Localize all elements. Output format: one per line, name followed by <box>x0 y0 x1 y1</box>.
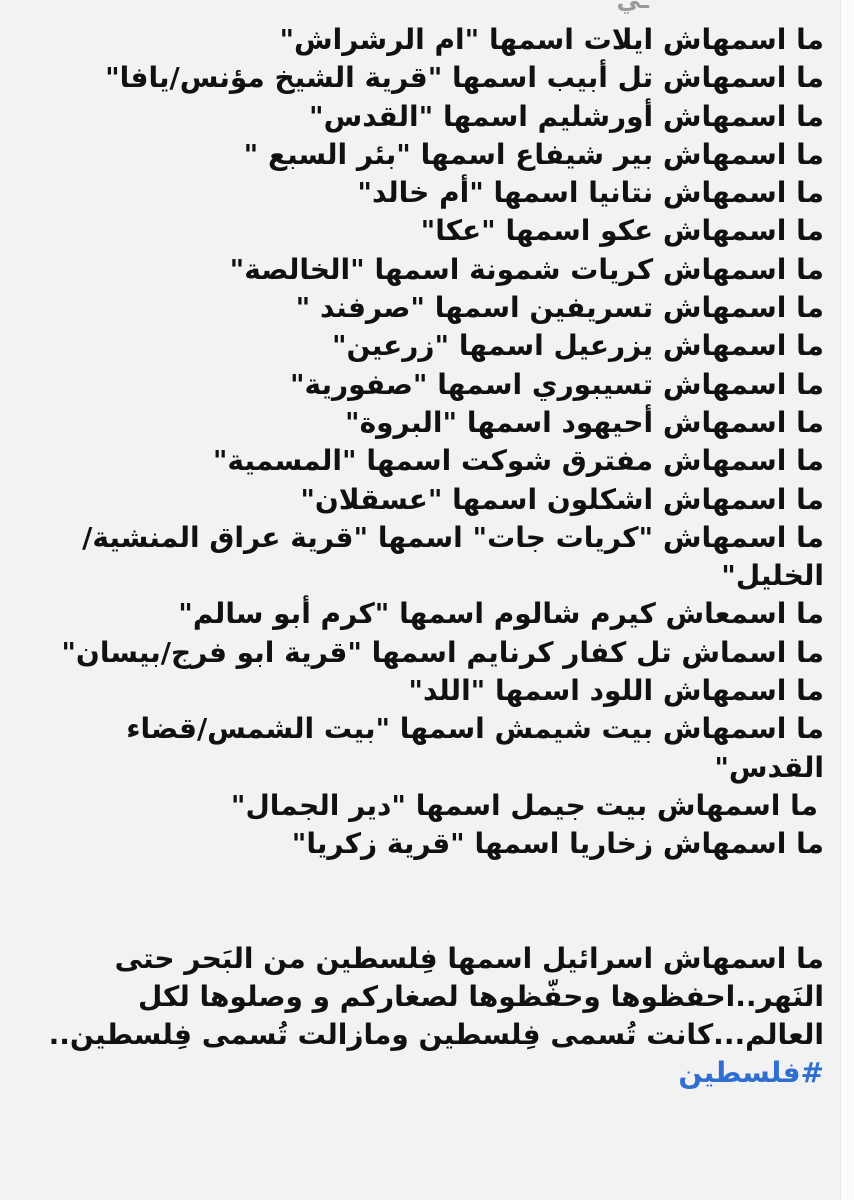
hashtag-link[interactable]: #فلسطين <box>678 1056 824 1090</box>
post-line: ما اسماش تل كفار كرنايم اسمها "قرية ابو فرج/بيسان" <box>61 635 824 669</box>
post-line: ما اسمهاش بير شيفاع اسمها "بئر السبع " <box>243 137 824 171</box>
post-line: ما اسمهاش ايلات اسمها "ام الرشراش" <box>279 23 824 56</box>
post-line: ما اسمهاش مفترق شوكت اسمها "المسمية" <box>212 444 824 478</box>
post-line: ما اسمهاش تسيبوري اسمها "صفورية" <box>289 367 824 401</box>
post-line: ما اسمهاش كريات شمونة اسمها "الخالصة" <box>229 252 824 286</box>
post-line: الخليل" <box>721 559 824 593</box>
clipped-top-text: ـي <box>616 0 649 14</box>
post-line: ما اسمهاش بيت شيمش اسمها "بيت الشمس/قضاء <box>126 712 824 746</box>
window-edge <box>840 0 854 1200</box>
post-body <box>24 21 824 1093</box>
post-line: ما اسمهاش "كريات جات" اسمها "قرية عراق المنشية/ <box>82 520 824 554</box>
closing-line: العالم...كانت تُسمى فِلسطين ومازالت تُسمى فِلسطين.. <box>48 1018 824 1052</box>
closing-line: ما اسمهاش اسرائيل اسمها فِلسطين من البَحر حتى <box>114 941 824 975</box>
post-line: ما اسمهاش يزرعيل اسمها "زرعين" <box>331 329 824 363</box>
post-line: ما اسمهاش تسريفين اسمها "صرفند " <box>295 291 824 325</box>
post-line: ما اسمهاش أحيهود اسمها "البروة" <box>345 405 824 439</box>
paragraph-gap <box>24 864 824 940</box>
post-line: ما اسمهاش بيت جيمل اسمها "دير الجمال" <box>230 788 818 822</box>
post-line: ما اسمهاش تل أبيب اسمها "قرية الشيخ مؤنس/يافا" <box>105 61 824 95</box>
closing-line: النَهر..احفظوها وحفّظوها لصغاركم و وصلوها لكل <box>138 979 824 1013</box>
post-line: ما اسمهاش اللود اسمها "اللد" <box>408 674 824 708</box>
post-line: القدس" <box>714 750 824 784</box>
post-line: ما اسمهاش زخاريا اسمها "قرية زكريا" <box>291 827 824 861</box>
post-line: ما اسمهاش نتانيا اسمها "أم خالد" <box>357 176 824 210</box>
post-line: ما اسمهاش عكو اسمها "عكا" <box>420 214 824 248</box>
post-line: ما اسمعاش كيرم شالوم اسمها "كرم أبو سالم" <box>178 597 824 631</box>
post-line: ما اسمهاش اشكلون اسمها "عسقلان" <box>300 482 824 516</box>
post-line: ما اسمهاش أورشليم اسمها "القدس" <box>308 99 824 133</box>
